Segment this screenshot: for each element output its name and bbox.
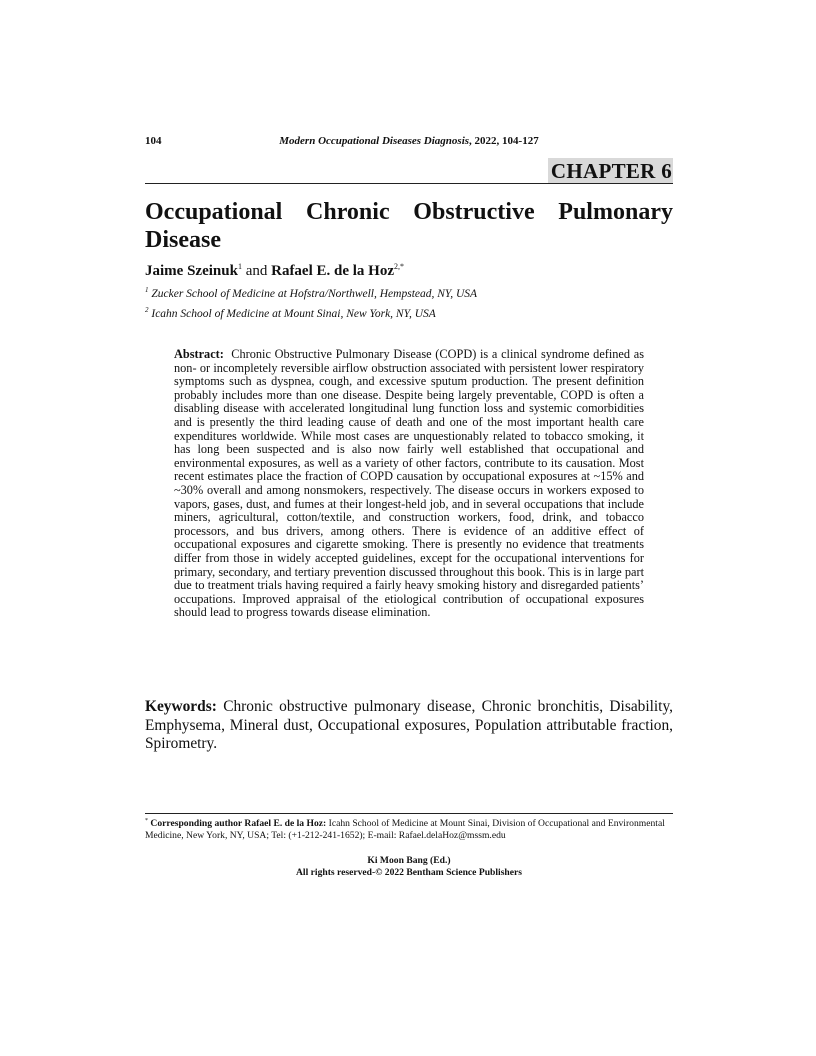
title-line-1	[145, 198, 673, 226]
author-line	[145, 262, 404, 280]
affiliation-mark: 2	[145, 306, 149, 315]
page-number: 104	[145, 135, 162, 147]
footnote-mark: *	[145, 817, 148, 824]
title-line-2: Disease	[145, 227, 221, 253]
journal-citation	[145, 135, 673, 148]
keywords-label: Keywords:	[145, 698, 217, 715]
title-word: Pulmonary	[558, 199, 673, 225]
affiliation	[145, 307, 436, 321]
author-name: Rafael E. de la Hoz	[271, 263, 395, 279]
author-conjunction: and	[241, 263, 272, 279]
keywords	[145, 698, 673, 754]
abstract-label: Abstract:	[174, 347, 224, 361]
publisher-info	[145, 855, 673, 879]
keywords-text: Chronic obstructive pulmonary disease, Chronic bronchitis, Disability, Emphysema, Mineral dust, Occupational exposures, Population attributable fraction, Spirometry.	[145, 698, 673, 752]
footnote-text: Icahn School of Medicine at Mount Sinai, Division of Occupational and Environmental Medicine, New York, NY, USA; Tel: (+1-212-241-1652); E-mail: Rafael.delaHoz@mssm.edu	[145, 818, 665, 841]
title-word: Obstructive	[413, 199, 535, 225]
abstract-text: Chronic Obstructive Pulmonary Disease (COPD) is a clinical syndrome defined as non- or incompletely reversible airflow obstruction associated with persistent lower respiratory symptoms such as dyspnea, cough, and excessive sputum production. The present definition probably includes more than one disease. Despite being largely preventable, COPD is often a disabling disease with accelerated longitudinal lung function loss and systemic comorbidities and is presently the third leading cause of death and one of the most important health care expenditures worldwide. While most cases are unquestionably related to tobacco smoking, it has long been suspected and is also now fairly well established that occupational and environmental exposures, as well as a variety of other factors, contribute to its causation. Most recent estimates place the fraction of COPD causation by occupational exposures at ~15% and ~30% overall and among nonsmokers, respectively. The disease occurs in workers exposed to vapors, gases, dust, and fumes at their longest-held job, and in several occupations that include miners, agricultural, cotton/textile, and construction workers, food, drink, and tobacco processors, and bus drivers, among others. There is evidence of an additive effect of occupational exposures and cigarette smoking. There is presently no evidence that treatments differ from those in widely accepted guidelines, except for the occupational interventions for primary, secondary, and tertiary prevention discussed throughout this book. This is in large part due to treatment trials having required a fairly heavy smoking history and disregarded patients’ occupations. Improved appraisal of the etiological contribution of occupational exposures should lead to progress towards disease elimination.	[174, 347, 644, 620]
abstract	[174, 348, 644, 620]
affiliation-text: Zucker School of Medicine at Hofstra/Northwell, Hempstead, NY, USA	[148, 288, 478, 300]
author-affiliation-mark: 1	[237, 262, 242, 271]
journal-year-pages: , 2022, 104-127	[469, 135, 539, 147]
editor-line: Ki Moon Bang (Ed.)	[367, 855, 451, 866]
footnote-label: Corresponding author Rafael E. de la Hoz:	[150, 818, 327, 829]
affiliation-mark: 1	[145, 286, 149, 295]
journal-title: Modern Occupational Diseases Diagnosis	[279, 135, 470, 147]
author-affiliation-mark: 2,*	[394, 262, 405, 271]
rights-line: All rights reserved-© 2022 Bentham Science Publishers	[295, 867, 523, 878]
author-name: Jaime Szeinuk	[145, 263, 238, 279]
title-word: Occupational	[145, 199, 283, 225]
header-rule	[145, 183, 673, 184]
chapter-title	[145, 198, 673, 254]
chapter-label: CHAPTER 6	[548, 158, 673, 183]
title-word: Chronic	[306, 199, 390, 225]
affiliation-text: Icahn School of Medicine at Mount Sinai, New York, NY, USA	[148, 308, 436, 320]
footnote-rule	[145, 813, 673, 814]
corresponding-author-footnote	[145, 818, 675, 842]
affiliation	[145, 287, 477, 301]
